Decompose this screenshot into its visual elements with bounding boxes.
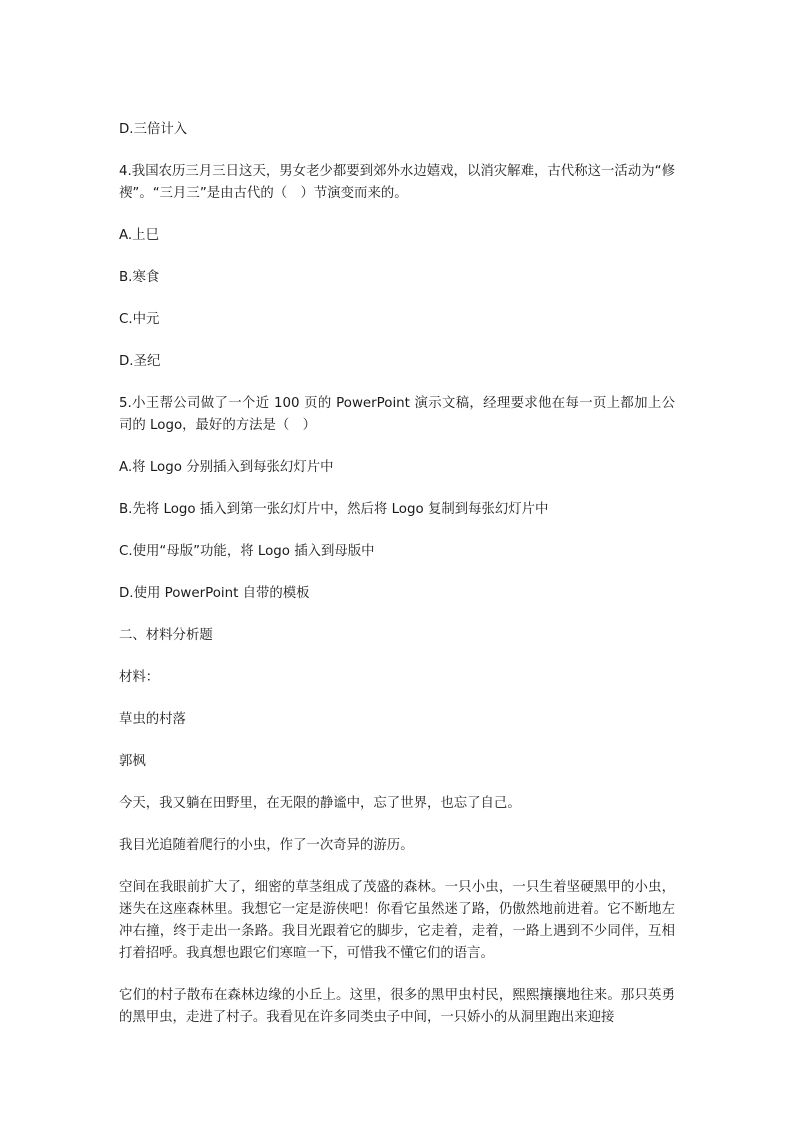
question-5-option-d: D.使用 PowerPoint 自带的模板 (119, 586, 310, 601)
essay-paragraph-1: 今天，我又躺在田野里，在无限的静谧中，忘了世界，也忘了自己。 (119, 796, 521, 811)
question-4-option-c: C.中元 (119, 312, 160, 327)
question-5-option-b: B.先将 Logo 插入到第一张幻灯片中，然后将 Logo 复制到每张幻灯片中 (119, 502, 549, 517)
question-4: 4.我国农历三月三日这天，男女老少都要到郊外水边嬉戏，以消灾解难，古代称这一活动为“修禊”。“三月三”是由古代的（ ）节演变而来的。 (119, 164, 675, 201)
section-heading: 二、材料分析题 (119, 628, 213, 643)
essay-author: 郭枫 (119, 754, 146, 769)
essay-paragraph-3: 空间在我眼前扩大了，细密的草茎组成了茂盛的森林。一只小虫，一只生着坚硬黑甲的小虫，迷失在这座森林里。我想它一定是游侠吧！你看它虽然迷了路，仍傲然地前进着。它不断地左冲右撞，终于走出一条路。我目光跟着它的脚步，它走着，走着，一路上遇到不少同伴，互相打着招呼。我真想也跟它们寒暄一下，可惜我不懂它们的语言。 (119, 880, 675, 961)
essay-title: 草虫的村落 (119, 712, 186, 727)
document-body (119, 119, 675, 1049)
question-4-option-b: B.寒食 (119, 270, 160, 285)
essay-paragraph-2: 我目光追随着爬行的小虫，作了一次奇异的游历。 (119, 838, 414, 853)
material-label: 材料： (119, 670, 160, 685)
essay-paragraph-4: 它们的村子散布在森林边缘的小丘上。这里，很多的黑甲虫村民，熙熙攘攘地往来。那只英勇的黑甲虫，走进了村子。我看见在许多同类虫子中间，一只娇小的从洞里跑出来迎接 (119, 988, 675, 1025)
question-5: 5.小王帮公司做了一个近 100 页的 PowerPoint 演示文稿，经理要求他在每一页上都加上公司的 Logo，最好的方法是（ ） (119, 396, 675, 433)
question-4-option-a: A.上巳 (119, 228, 159, 243)
question-5-option-c: C.使用“母版”功能，将 Logo 插入到母版中 (119, 544, 375, 559)
question-5-option-a: A.将 Logo 分别插入到每张幻灯片中 (119, 460, 334, 475)
option-d-previous: D.三倍计入 (119, 122, 188, 137)
question-4-option-d: D.圣纪 (119, 354, 161, 369)
